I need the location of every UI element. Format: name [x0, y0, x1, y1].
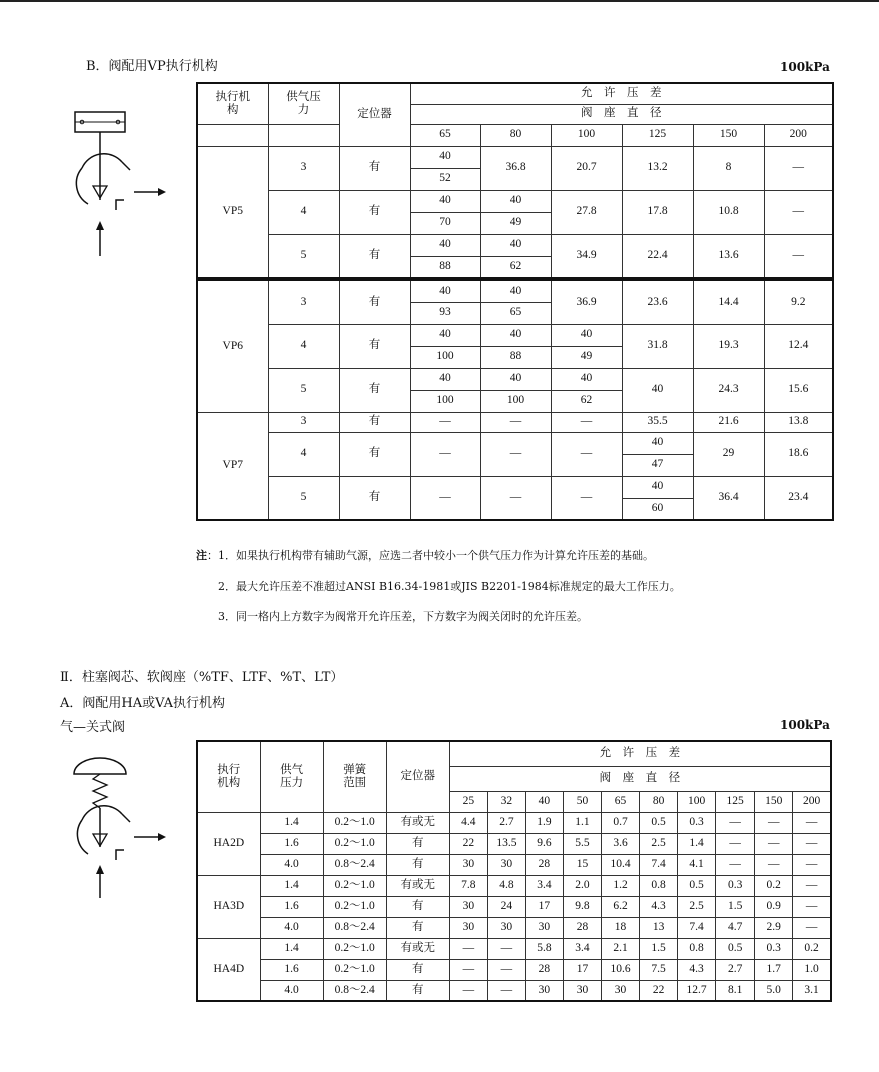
value: 5.8 [525, 938, 563, 959]
value: 9.2 [764, 280, 833, 324]
header-spring-range: 弹簧范围 [323, 741, 386, 812]
value: 3.4 [563, 938, 601, 959]
value: 17 [563, 959, 601, 980]
vp-actuator-diagram-icon [60, 100, 170, 260]
value-closed: 100 [410, 390, 480, 412]
value: — [755, 833, 793, 854]
header-supply-pressure: 供气压力 [268, 83, 339, 124]
value: 10.6 [602, 959, 640, 980]
diameter-label: 125 [716, 791, 755, 812]
value: 1.1 [563, 812, 601, 833]
diameter-label: 80 [640, 791, 678, 812]
value: 4.7 [716, 917, 755, 938]
header-allowable-dp: 允 许 压 差 [410, 83, 833, 104]
value: 17.8 [622, 190, 693, 234]
value: 1.4 [678, 833, 716, 854]
value: 4.3 [678, 959, 716, 980]
header-seat-diameter: 阀 座 直 径 [449, 766, 831, 791]
value: 4.3 [640, 896, 678, 917]
value: 5.5 [563, 833, 601, 854]
diameter-label: 80 [480, 124, 551, 146]
value: 8 [693, 146, 764, 190]
value: 36.9 [551, 280, 622, 324]
value: 22 [640, 980, 678, 1001]
value: 7.4 [678, 917, 716, 938]
diameter-label: 150 [693, 124, 764, 146]
value: — [487, 938, 525, 959]
value: — [755, 854, 793, 875]
value: 1.9 [525, 812, 563, 833]
value: 3.6 [602, 833, 640, 854]
value: 12.7 [678, 980, 716, 1001]
value: 0.5 [640, 812, 678, 833]
value: 18.6 [764, 432, 833, 476]
positioner: 有 [339, 146, 410, 190]
ha-actuator-diagram-icon [60, 752, 170, 902]
value: 23.4 [764, 476, 833, 520]
value: 27.8 [551, 190, 622, 234]
value: — [449, 959, 487, 980]
value-closed: 88 [480, 346, 551, 368]
value: 1.5 [716, 896, 755, 917]
spring-range: 0.2～1.0 [323, 875, 386, 896]
positioner: 有 [386, 854, 449, 875]
value: 30 [487, 854, 525, 875]
supply-pressure: 5 [268, 368, 339, 412]
table-row [197, 854, 831, 875]
diameter-label: 65 [410, 124, 480, 146]
section-ii-caption: 气—关式阀 [60, 720, 126, 735]
value: 7.5 [640, 959, 678, 980]
value: — [410, 476, 480, 520]
diameter-label: 150 [755, 791, 793, 812]
table-row [197, 833, 831, 854]
value-open: 40 [622, 432, 693, 454]
note-2: 2．最大允许压差不准超过ANSI B16.34-1981或JIS B2201-1984标准规定的最大工作压力。 [218, 580, 681, 593]
diameter-label: 100 [551, 124, 622, 146]
value: — [551, 432, 622, 476]
value: 12.4 [764, 324, 833, 368]
value-closed: 60 [622, 498, 693, 520]
value: — [764, 234, 833, 278]
spring-range: 0.8～2.4 [323, 917, 386, 938]
value: 2.0 [563, 875, 601, 896]
supply-pressure: 1.4 [260, 812, 323, 833]
value: 0.8 [678, 938, 716, 959]
value: 0.2 [755, 875, 793, 896]
positioner: 有 [339, 432, 410, 476]
spring-range: 0.8～2.4 [323, 980, 386, 1001]
value: 24 [487, 896, 525, 917]
positioner: 有 [386, 917, 449, 938]
value: 2.7 [487, 812, 525, 833]
value: 14.4 [693, 280, 764, 324]
value: — [449, 980, 487, 1001]
positioner: 有或无 [386, 875, 449, 896]
value: 2.5 [678, 896, 716, 917]
value-open: 40 [551, 324, 622, 346]
value: 13 [640, 917, 678, 938]
value-closed: 65 [480, 302, 551, 324]
section-ii-unit: 100kPa [780, 718, 830, 732]
value: — [716, 833, 755, 854]
top-rule [0, 0, 879, 2]
value: 35.5 [622, 412, 693, 432]
value: 9.6 [525, 833, 563, 854]
value: 15 [563, 854, 601, 875]
value: — [551, 476, 622, 520]
actuator-name: HA2D [197, 812, 260, 875]
supply-pressure: 1.6 [260, 833, 323, 854]
diameter-label: 125 [622, 124, 693, 146]
table-row [197, 938, 831, 959]
value-closed: 100 [480, 390, 551, 412]
table-row [197, 896, 831, 917]
section-ii-title: Ⅱ．柱塞阀芯、软阀座（%TF、LTF、%T、LT） [60, 670, 344, 685]
table-row [197, 875, 831, 896]
value-open: 40 [410, 234, 480, 256]
value: 0.5 [716, 938, 755, 959]
supply-pressure: 3 [268, 146, 339, 190]
value: 28 [563, 917, 601, 938]
diameter-label: 200 [793, 791, 831, 812]
value: — [487, 959, 525, 980]
header-actuator: 执行机构 [197, 741, 260, 812]
value: 21.6 [693, 412, 764, 432]
value-open: 40 [622, 476, 693, 498]
actuator-name: VP5 [197, 146, 268, 278]
value: 24.3 [693, 368, 764, 412]
supply-pressure: 3 [268, 412, 339, 432]
value: 10.4 [602, 854, 640, 875]
value: — [764, 190, 833, 234]
value: — [764, 146, 833, 190]
spring-range: 0.8～2.4 [323, 854, 386, 875]
spring-range: 0.2～1.0 [323, 938, 386, 959]
table-row [197, 917, 831, 938]
value: 30 [602, 980, 640, 1001]
value: 1.5 [640, 938, 678, 959]
value: 2.7 [716, 959, 755, 980]
value: 29 [693, 432, 764, 476]
value: 1.0 [793, 959, 831, 980]
value: 30 [525, 980, 563, 1001]
spring-range: 0.2～1.0 [323, 959, 386, 980]
value: — [487, 980, 525, 1001]
value-closed: 62 [480, 256, 551, 278]
diameter-label: 25 [449, 791, 487, 812]
table-row [197, 980, 831, 1001]
supply-pressure: 5 [268, 476, 339, 520]
value-closed: 62 [551, 390, 622, 412]
value: 0.7 [602, 812, 640, 833]
supply-pressure: 1.6 [260, 896, 323, 917]
value-closed: 93 [410, 302, 480, 324]
value-open: 40 [410, 280, 480, 302]
value-closed: 49 [480, 212, 551, 234]
value: 2.9 [755, 917, 793, 938]
value: 0.2 [793, 938, 831, 959]
value: 4.1 [678, 854, 716, 875]
value-closed: 47 [622, 454, 693, 476]
positioner: 有 [339, 190, 410, 234]
supply-pressure: 4.0 [260, 854, 323, 875]
supply-pressure: 5 [268, 234, 339, 278]
value: 6.2 [602, 896, 640, 917]
diameter-label: 200 [764, 124, 833, 146]
actuator-name: HA4D [197, 938, 260, 1001]
positioner: 有 [339, 368, 410, 412]
value: 5.0 [755, 980, 793, 1001]
value: 30 [449, 917, 487, 938]
value: 7.4 [640, 854, 678, 875]
value: — [716, 854, 755, 875]
supply-pressure: 4.0 [260, 917, 323, 938]
positioner: 有 [339, 324, 410, 368]
value: 0.3 [716, 875, 755, 896]
actuator-name: HA3D [197, 875, 260, 938]
value: — [480, 412, 551, 432]
value: 8.1 [716, 980, 755, 1001]
value: 18 [602, 917, 640, 938]
value-open: 40 [480, 368, 551, 390]
value: — [480, 476, 551, 520]
positioner: 有或无 [386, 938, 449, 959]
value: 1.2 [602, 875, 640, 896]
value: 13.2 [622, 146, 693, 190]
value-closed: 88 [410, 256, 480, 278]
value-closed: 100 [410, 346, 480, 368]
value: 30 [449, 854, 487, 875]
value-open: 40 [480, 280, 551, 302]
ha-allowable-pressure-table [196, 740, 832, 1002]
value: — [793, 917, 831, 938]
positioner: 有 [386, 959, 449, 980]
value: 2.5 [640, 833, 678, 854]
value: 0.5 [678, 875, 716, 896]
actuator-name: VP6 [197, 280, 268, 412]
value: 23.6 [622, 280, 693, 324]
value: — [793, 854, 831, 875]
supply-pressure: 4.0 [260, 980, 323, 1001]
value: 15.6 [764, 368, 833, 412]
value-closed: 52 [410, 168, 480, 190]
spring-range: 0.2～1.0 [323, 833, 386, 854]
header-seat-diameter: 阀 座 直 径 [410, 104, 833, 124]
note-1: 注：1．如果执行机构带有辅助气源，应选二者中较小一个供气压力作为计算允许压差的基础。 [196, 549, 654, 562]
value: 0.3 [678, 812, 716, 833]
positioner: 有 [339, 412, 410, 432]
section-ii-subtitle: A．阀配用HA或VA执行机构 [60, 696, 226, 711]
section-b-title: B．阀配用VP执行机构 [86, 59, 218, 74]
positioner: 有 [386, 980, 449, 1001]
value: 30 [487, 917, 525, 938]
value: 34.9 [551, 234, 622, 278]
value: 28 [525, 854, 563, 875]
supply-pressure: 4 [268, 190, 339, 234]
value: 30 [563, 980, 601, 1001]
value-open: 40 [480, 234, 551, 256]
value: — [480, 432, 551, 476]
vp-allowable-pressure-table-body [196, 279, 834, 521]
diameter-label: 50 [563, 791, 601, 812]
value: 10.8 [693, 190, 764, 234]
header-empty [268, 124, 339, 146]
value-open: 40 [410, 190, 480, 212]
value: 17 [525, 896, 563, 917]
value: 22 [449, 833, 487, 854]
value: — [410, 432, 480, 476]
value: 9.8 [563, 896, 601, 917]
positioner: 有 [339, 234, 410, 278]
value-closed: 49 [551, 346, 622, 368]
header-empty [197, 124, 268, 146]
value: 3.1 [793, 980, 831, 1001]
value: 1.7 [755, 959, 793, 980]
value: 28 [525, 959, 563, 980]
diameter-label: 40 [525, 791, 563, 812]
note-label: 注 [196, 549, 207, 562]
value: — [410, 412, 480, 432]
value: 30 [449, 896, 487, 917]
note-3: 3．同一格内上方数字为阀常开允许压差，下方数字为阀关闭时的允许压差。 [218, 610, 588, 623]
value: 13.6 [693, 234, 764, 278]
header-supply-pressure: 供气压力 [260, 741, 323, 812]
value: 0.3 [755, 938, 793, 959]
value: 13.5 [487, 833, 525, 854]
value: — [793, 833, 831, 854]
value: 22.4 [622, 234, 693, 278]
supply-pressure: 4 [268, 432, 339, 476]
value: 2.1 [602, 938, 640, 959]
supply-pressure: 1.4 [260, 938, 323, 959]
actuator-name: VP7 [197, 412, 268, 520]
value: 0.9 [755, 896, 793, 917]
value: — [793, 896, 831, 917]
value: 36.4 [693, 476, 764, 520]
value-open: 40 [480, 324, 551, 346]
positioner: 有 [386, 896, 449, 917]
value-closed: 70 [410, 212, 480, 234]
value: — [449, 938, 487, 959]
value: 40 [622, 368, 693, 412]
value: 20.7 [551, 146, 622, 190]
value: — [716, 812, 755, 833]
table-row [197, 812, 831, 833]
vp-allowable-pressure-table [196, 82, 834, 279]
value: 7.8 [449, 875, 487, 896]
table-row [197, 959, 831, 980]
section-b-unit: 100kPa [780, 60, 830, 74]
value-open: 40 [480, 190, 551, 212]
supply-pressure: 4 [268, 324, 339, 368]
header-positioner: 定位器 [339, 83, 410, 146]
value-open: 40 [410, 324, 480, 346]
value: 4.8 [487, 875, 525, 896]
positioner: 有 [386, 833, 449, 854]
supply-pressure: 1.6 [260, 959, 323, 980]
ha-table-body [197, 812, 831, 1001]
value: 31.8 [622, 324, 693, 368]
value: 4.4 [449, 812, 487, 833]
value: — [793, 812, 831, 833]
supply-pressure: 3 [268, 280, 339, 324]
value-open: 40 [551, 368, 622, 390]
positioner: 有 [339, 280, 410, 324]
positioner: 有 [339, 476, 410, 520]
value: — [551, 412, 622, 432]
value: 36.8 [480, 146, 551, 190]
value: 19.3 [693, 324, 764, 368]
spring-range: 0.2～1.0 [323, 896, 386, 917]
spring-range: 0.2～1.0 [323, 812, 386, 833]
value: 0.8 [640, 875, 678, 896]
value-open: 40 [410, 368, 480, 390]
value: 3.4 [525, 875, 563, 896]
header-positioner: 定位器 [386, 741, 449, 812]
value: 13.8 [764, 412, 833, 432]
note-text: 1．如果执行机构带有辅助气源，应选二者中较小一个供气压力作为计算允许压差的基础。 [218, 549, 654, 562]
supply-pressure: 1.4 [260, 875, 323, 896]
value: 30 [525, 917, 563, 938]
positioner: 有或无 [386, 812, 449, 833]
value: — [793, 875, 831, 896]
header-allowable-dp: 允 许 压 差 [449, 741, 831, 766]
value: — [755, 812, 793, 833]
header-actuator: 执行机构 [197, 83, 268, 124]
diameter-label: 100 [678, 791, 716, 812]
value-open: 40 [410, 146, 480, 168]
diameter-label: 32 [487, 791, 525, 812]
diameter-label: 65 [602, 791, 640, 812]
